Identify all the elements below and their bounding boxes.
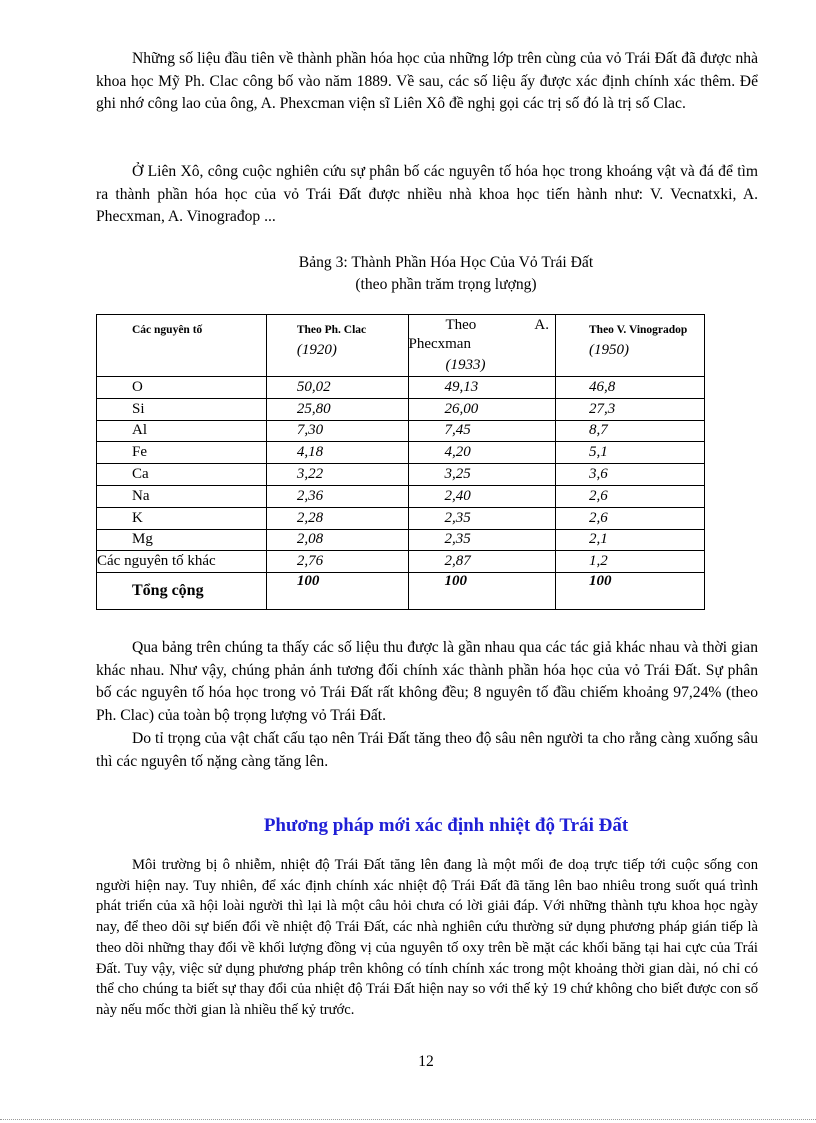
header-clac: Theo Ph. Clac — [296, 324, 367, 336]
cell-element: O — [97, 377, 267, 399]
cell-vinogradop: 27,3 — [556, 398, 705, 420]
cell-vinogradop: 46,8 — [556, 377, 705, 399]
cell-clac: 2,36 — [266, 485, 409, 507]
cell-vinogradop: 5,1 — [556, 442, 705, 464]
cell-clac: 25,80 — [266, 398, 409, 420]
cell-phecxman: 4,20 — [409, 442, 556, 464]
cell-phecxman: 2,35 — [409, 529, 556, 551]
header-vinogradop: Theo V. Vinogradop — [589, 324, 688, 336]
cell-clac: 7,30 — [266, 420, 409, 442]
cell-phecxman: 3,25 — [409, 464, 556, 486]
table-row — [97, 442, 705, 464]
cell-element: Ca — [97, 464, 267, 486]
cell-element: Các nguyên tố khác — [97, 551, 267, 573]
cell-vinogradop: 3,6 — [556, 464, 705, 486]
table-row — [97, 464, 705, 486]
table-row — [97, 398, 705, 420]
cell-clac: 50,02 — [266, 377, 409, 399]
section-heading: Phương pháp mới xác định nhiệt độ Trái Đất — [263, 815, 629, 836]
header-phecxman: Phecxman — [408, 336, 471, 352]
cell-element: Na — [97, 485, 267, 507]
cell-phecxman: 49,13 — [409, 377, 556, 399]
cell-vinogradop: 2,1 — [556, 529, 705, 551]
cell-element: Mg — [97, 529, 267, 551]
paragraph-table-analysis: Qua bảng trên chúng ta thấy các số liệu thu được là gần nhau qua các tác giả khác nhau và thời gian khác nhau. Như vậy, chúng phản ánh tương đối chính xác thành phần hóa học của vỏ Trái Đất. Sự phân bố các nguyên tố hóa học trong vỏ Trái Đất rất không đều; 8 nguyên tố đầu chiếm khoảng 97,24% (theo Ph. Clac) của toàn bộ trọng lượng vỏ Trái Đất. — [96, 639, 758, 724]
header-phecxman-initial: A. — [534, 317, 549, 333]
paragraph-clac-intro: Những số liệu đầu tiên về thành phần hóa học của những lớp trên cùng của vỏ Trái Đất đã được nhà khoa học Mỹ Ph. Clac công bố vào năm 1889. Về sau, các số liệu ấy được xác định chính xác thêm. Để ghi nhớ công lao của ông, A. Phexcman viện sĩ Liên Xô đề nghị gọi các trị số đó là trị số Clac. — [96, 50, 758, 112]
cell-element: Fe — [97, 442, 267, 464]
paragraph-temperature-method: Môi trường bị ô nhiễm, nhiệt độ Trái Đất tăng lên đang là một mối đe doạ trực tiếp tới cuộc sống con người hiện nay. Tuy nhiên, để xác định chính xác nhiệt độ Trái Đất đã tăng lên bao nhiêu trong suốt quá trình phát triển của xã hội loài người thì lại là một câu hỏi chưa có lời giải đáp. Với những thành tựu khoa học ngày nay, để theo dõi sự biến đổi về nhiệt độ Trái Đất, các nhà nghiên cứu thường sử dụng phương pháp gián tiếp là theo dõi những thay đổi về khối lượng đồng vị của nguyên tố oxy trên bề mặt các khối băng tại hai cực của Trái Đất. Tuy vậy, việc sử dụng phương pháp trên không có tính chính xác trong một khoảng thời gian dài, nó chỉ có thể cho chúng ta biết sự thay đổi của nhiệt độ Trái Đất hiện nay so với thế kỷ 19 chứ không cho biết được con số này nếu mốc thời gian là nhiều thế kỷ trước. — [96, 857, 758, 1018]
cell-element: K — [97, 507, 267, 529]
cell-element: Si — [97, 398, 267, 420]
table-total-row — [97, 573, 705, 610]
cell-element: Al — [97, 420, 267, 442]
cell-clac: 3,22 — [266, 464, 409, 486]
cell-phecxman: 2,35 — [409, 507, 556, 529]
cell-clac: 4,18 — [266, 442, 409, 464]
cell-clac: 2,28 — [266, 507, 409, 529]
paragraph-density: Do tỉ trọng của vật chất cấu tạo nên Trái Đất tăng theo độ sâu nên người ta cho rằng càng xuống sâu thì các nguyên tố nặng càng tăng lên. — [96, 730, 758, 770]
table-caption-title: Bảng 3: Thành Phần Hóa Học Của Vỏ Trái Đất — [298, 254, 594, 271]
cell-phecxman: 2,40 — [409, 485, 556, 507]
cell-total-label: Tổng cộng — [97, 573, 267, 610]
cell-vinogradop: 2,6 — [556, 485, 705, 507]
header-phecxman-year: (1933) — [445, 357, 486, 373]
table-row — [97, 420, 705, 442]
header-phecxman-theo: Theo — [445, 317, 477, 333]
cell-phecxman: 2,87 — [409, 551, 556, 573]
cell-phecxman: 26,00 — [409, 398, 556, 420]
header-elements: Các nguyên tố — [132, 324, 203, 336]
page-bottom-divider — [0, 1119, 816, 1120]
cell-total-clac: 100 — [266, 573, 409, 610]
cell-vinogradop: 1,2 — [556, 551, 705, 573]
chemical-composition-table — [96, 314, 705, 610]
table-header-row — [97, 315, 705, 377]
cell-phecxman: 7,45 — [409, 420, 556, 442]
table-caption-subtitle: (theo phần trăm trọng lượng) — [355, 276, 537, 293]
cell-total-phecxman: 100 — [409, 573, 556, 610]
header-vinogradop-year: (1950) — [589, 342, 629, 358]
table-row — [97, 507, 705, 529]
table-row — [97, 529, 705, 551]
paragraph-soviet-research: Ở Liên Xô, công cuộc nghiên cứu sự phân bố các nguyên tố hóa học trong khoáng vật và đá để tìm ra thành phần hóa học của vỏ Trái Đất được nhiều nhà khoa học tiến hành như: V. Vecnatxki, A. Phecxman, A. Vinograđop ... — [96, 163, 758, 225]
table-row — [97, 377, 705, 399]
table-row — [97, 551, 705, 573]
cell-total-vinogradop: 100 — [556, 573, 705, 610]
page-number: 12 — [418, 1053, 434, 1070]
cell-vinogradop: 8,7 — [556, 420, 705, 442]
cell-clac: 2,08 — [266, 529, 409, 551]
cell-clac: 2,76 — [266, 551, 409, 573]
table-row — [97, 485, 705, 507]
header-clac-year: (1920) — [296, 342, 337, 358]
cell-vinogradop: 2,6 — [556, 507, 705, 529]
